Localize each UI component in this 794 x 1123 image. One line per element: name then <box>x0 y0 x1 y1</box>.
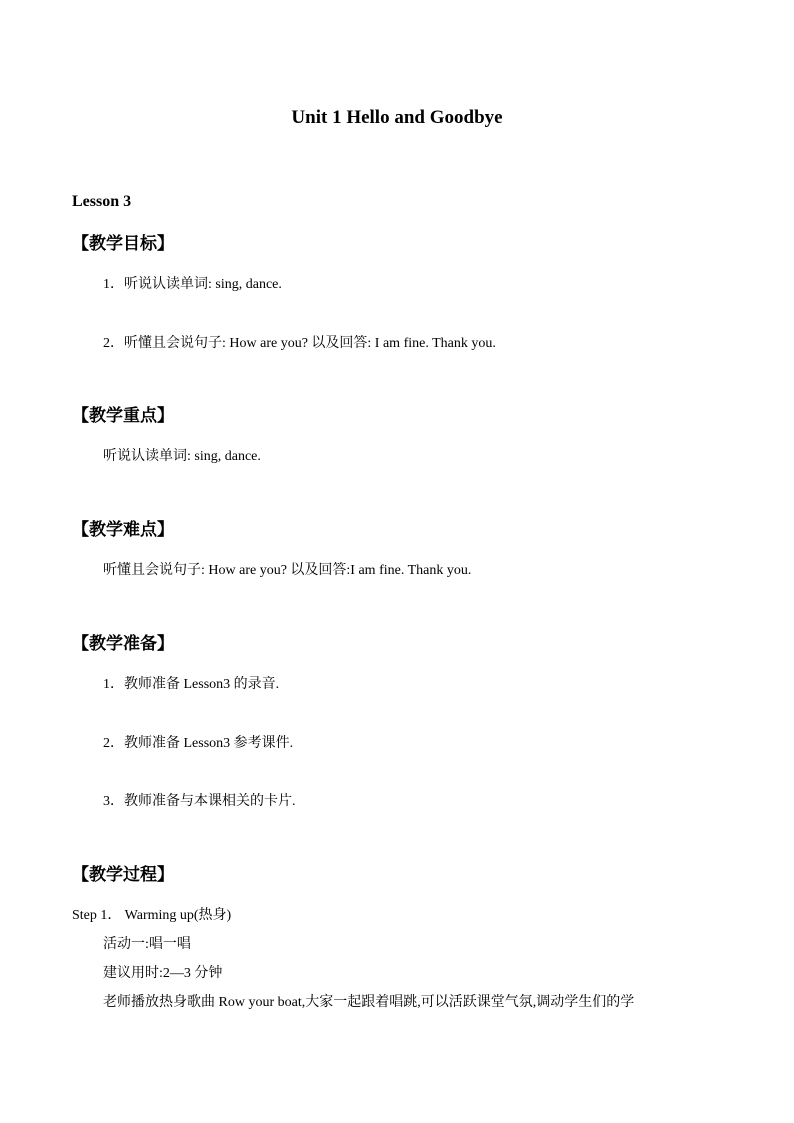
objective-item-2: 2．听懂且会说句子: How are you? 以及回答: I am fine. Thank you. <box>103 336 496 351</box>
objectives-heading: 【教学目标】 <box>72 234 174 254</box>
preparation-item-3: 3．教师准备与本课相关的卡片. <box>103 794 296 809</box>
preparation-heading: 【教学准备】 <box>72 634 174 654</box>
process-heading: 【教学过程】 <box>72 865 174 885</box>
difficulties-heading: 【教学难点】 <box>72 520 174 540</box>
preparation-item-2: 2．教师准备 Lesson3 参考课件. <box>103 736 294 751</box>
objective-item-1: 1．听说认读单词: sing, dance. <box>103 277 282 292</box>
step-1-title: Step 1． Warming up(热身) <box>72 908 232 923</box>
preparation-item-1: 1．教师准备 Lesson3 的录音. <box>103 677 280 692</box>
key-points-text: 听说认读单词: sing, dance. <box>103 449 261 464</box>
key-points-heading: 【教学重点】 <box>72 406 174 426</box>
document-title: Unit 1 Hello and Goodbye <box>291 107 503 128</box>
difficulties-text: 听懂且会说句子: How are you? 以及回答:I am fine. Thank you. <box>103 563 472 578</box>
suggested-time: 建议用时:2—3 分钟 <box>103 966 223 981</box>
activity-description: 老师播放热身歌曲 Row your boat,大家一起跟着唱跳,可以活跃课堂气氛,调动学生们的学 <box>103 995 635 1010</box>
activity-label: 活动一:唱一唱 <box>103 937 191 952</box>
lesson-label: Lesson 3 <box>72 193 132 210</box>
